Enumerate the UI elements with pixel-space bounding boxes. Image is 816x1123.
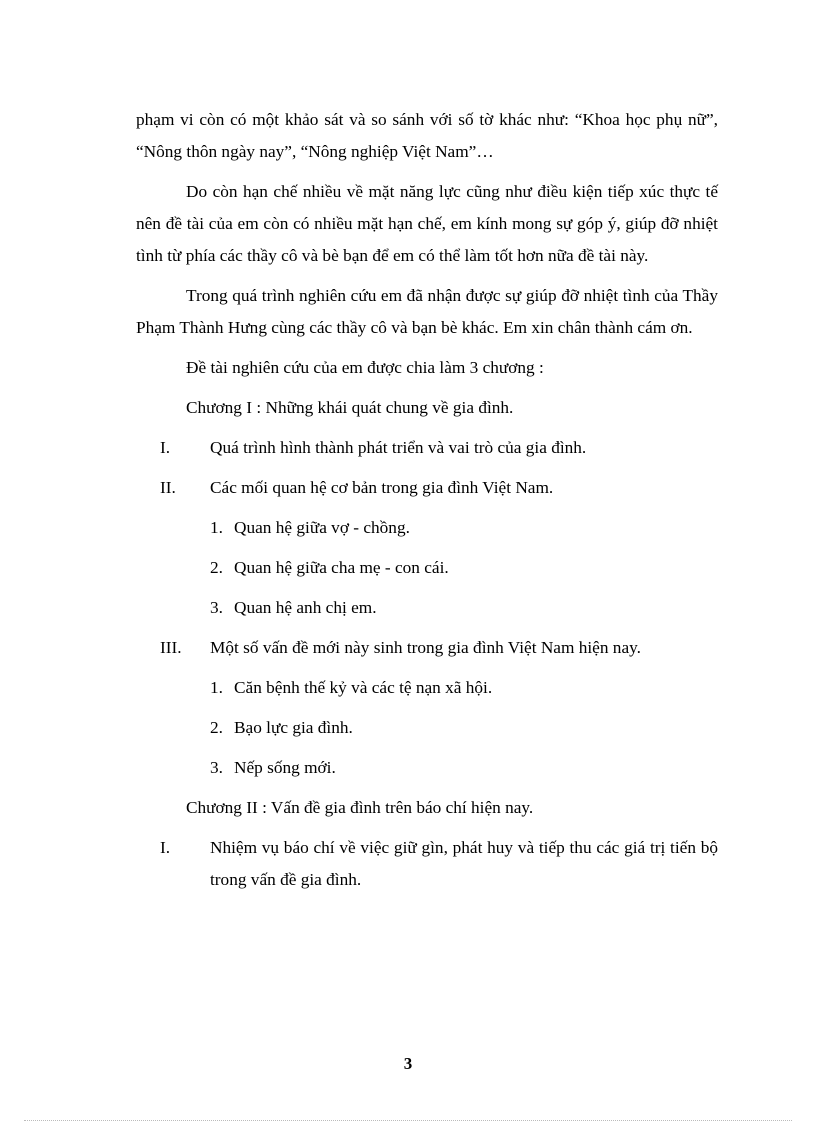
chapter-2-title: Chương II : Vấn đề gia đình trên báo chí hiện nay. bbox=[186, 798, 534, 817]
section-text: Quá trình hình thành phát triển và vai trò của gia đình. bbox=[210, 438, 587, 457]
sub-item-text: Bạo lực gia đình. bbox=[234, 718, 353, 737]
section-number: I. bbox=[160, 438, 171, 457]
chapter-1-title: Chương I : Những khái quát chung về gia đình. bbox=[186, 398, 514, 417]
sub-item bbox=[136, 752, 718, 784]
sub-item-text: Nếp sống mới. bbox=[234, 758, 336, 777]
paragraph-acknowledgement: Trong quá trình nghiên cứu em đã nhận được sự giúp đỡ nhiệt tình của Thầy Phạm Thành Hưng cùng các thầy cô và bạn bè khác. Em xin chân thành cám ơn. bbox=[136, 286, 718, 337]
sub-item-number: 1. bbox=[210, 678, 223, 697]
section-text: Một số vấn đề mới này sinh trong gia đình Việt Nam hiện nay. bbox=[210, 638, 641, 657]
sub-item bbox=[136, 592, 718, 624]
sub-item bbox=[136, 552, 718, 584]
sub-item-number: 3. bbox=[210, 598, 223, 617]
sub-item-number: 2. bbox=[210, 558, 223, 577]
page-body bbox=[136, 104, 718, 896]
sub-item bbox=[136, 712, 718, 744]
sub-item-text: Căn bệnh thế kỷ và các tệ nạn xã hội. bbox=[234, 678, 493, 697]
sub-item-text: Quan hệ giữa cha mẹ - con cái. bbox=[234, 558, 449, 577]
sub-item-number: 3. bbox=[210, 758, 223, 777]
section-text: Nhiệm vụ báo chí về việc giữ gìn, phát huy và tiếp thu các giá trị tiến bộ trong vấn đề gia đình. bbox=[210, 838, 718, 889]
chapter-1-section bbox=[136, 632, 718, 664]
footer-divider bbox=[24, 1120, 792, 1121]
sub-item-text: Quan hệ giữa vợ - chồng. bbox=[234, 518, 410, 537]
paragraph-scope: phạm vi còn có một khảo sát và so sánh với số tờ khác như: “Khoa học phụ nữ”, “Nông thôn ngày nay”, “Nông nghiệp Việt Nam”… bbox=[136, 110, 718, 161]
section-text: Các mối quan hệ cơ bản trong gia đình Việt Nam. bbox=[210, 478, 554, 497]
section-number: III. bbox=[160, 638, 182, 657]
chapter-2-section bbox=[136, 832, 718, 896]
sub-item-number: 2. bbox=[210, 718, 223, 737]
chapter-1-section bbox=[136, 432, 718, 464]
section-number: I. bbox=[160, 838, 171, 857]
sub-item-text: Quan hệ anh chị em. bbox=[234, 598, 377, 617]
sub-item bbox=[136, 512, 718, 544]
paragraph-structure-intro: Đề tài nghiên cứu của em được chia làm 3 chương : bbox=[186, 358, 544, 377]
chapter-1-section bbox=[136, 472, 718, 504]
page-number: 3 bbox=[403, 1054, 413, 1073]
sub-item-number: 1. bbox=[210, 518, 223, 537]
sub-item bbox=[136, 672, 718, 704]
section-number: II. bbox=[160, 478, 176, 497]
paragraph-limitations: Do còn hạn chế nhiều về mặt năng lực cũng như điều kiện tiếp xúc thực tế nên đề tài của em còn có nhiều mặt hạn chế, em kính mong sự góp ý, giúp đỡ nhiệt tình từ phía các thầy cô và bè bạn để em có thể làm tốt hơn nữa đề tài này. bbox=[136, 182, 718, 265]
